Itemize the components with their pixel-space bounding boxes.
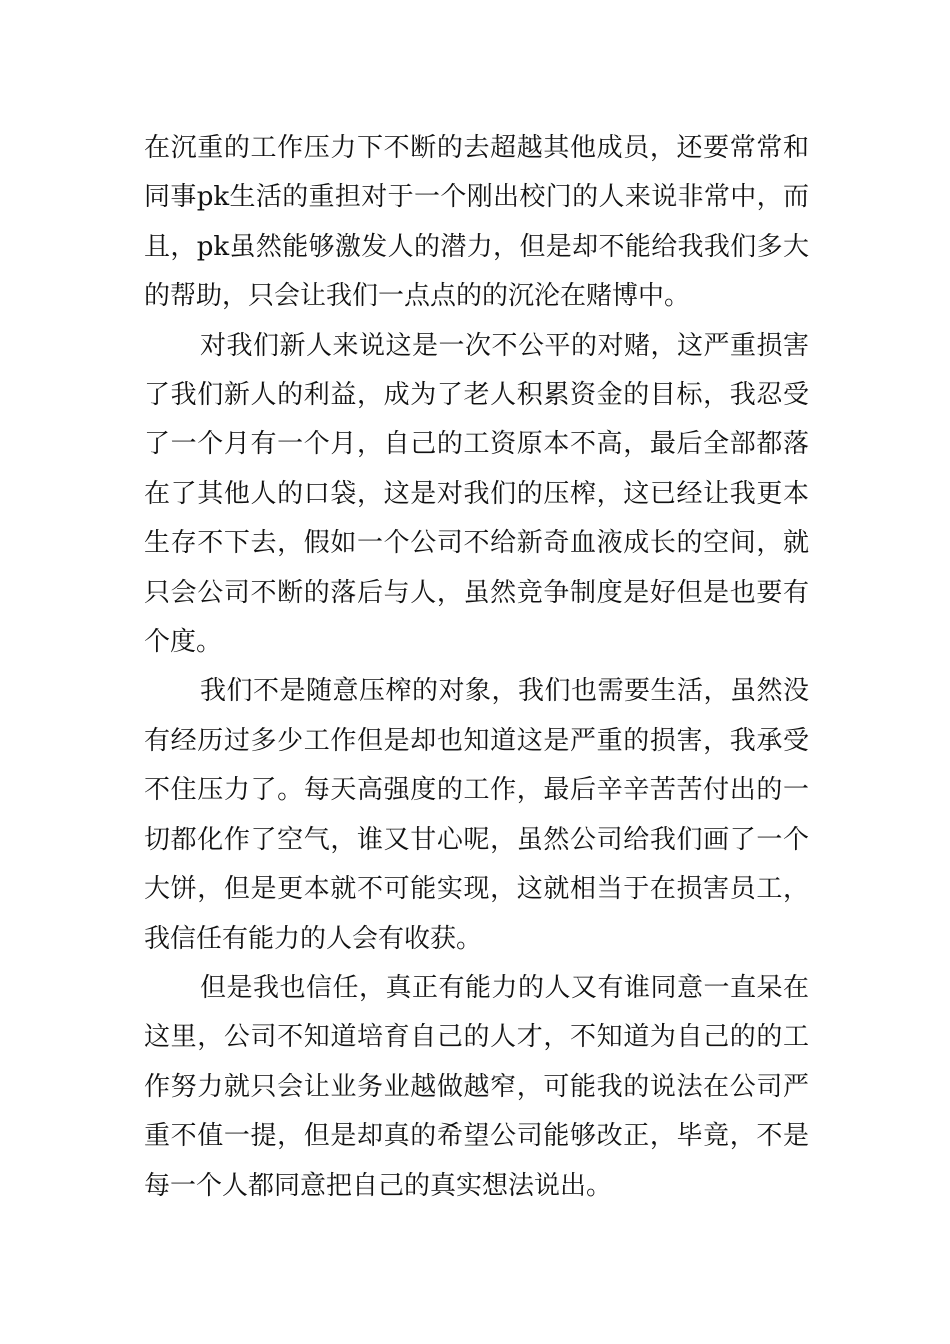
paragraph: 但是我也信任，真正有能力的人又有谁同意一直呆在这里，公司不知道培育自己的人才，不知道为自己的的工作努力就只会让业务业越做越窄，可能我的说法在公司严重不值一提，但是却真的希望公司能够改正，毕竟，不是每一个人都同意把自己的真实想法说出。 [144, 972, 809, 1201]
paragraph: 我们不是随意压榨的对象，我们也需要生活，虽然没有经历过多少工作但是却也知道这是严重的损害，我承受不住压力了。每天高强度的工作，最后辛辛苦苦付出的一切都化作了空气，谁又甘心呢，虽然公司给我们画了一个大饼，但是更本就不可能实现，这就相当于在损害员工，我信任有能力的人会有收获。 [144, 676, 809, 954]
paragraph: 对我们新人来说这是一次不公平的对赌，这严重损害了我们新人的利益，成为了老人积累资金的目标，我忍受了一个月有一个月，自己的工资原本不高，最后全部都落在了其他人的口袋，这是对我们的压榨，这已经让我更本生存不下去，假如一个公司不给新奇血液成长的空间，就只会公司不断的落后与人，虽然竞争制度是好但是也要有个度。 [144, 330, 809, 658]
document-body [144, 124, 809, 1211]
paragraph-continued: 在沉重的工作压力下不断的去超越其他成员，还要常常和同事pk生活的重担对于一个刚出校门的人来说非常中，而且，pk虽然能够激发人的潜力，但是却不能给我我们多大的帮助，只会让我们一点点的的沉沦在赌博中。 [144, 133, 809, 312]
